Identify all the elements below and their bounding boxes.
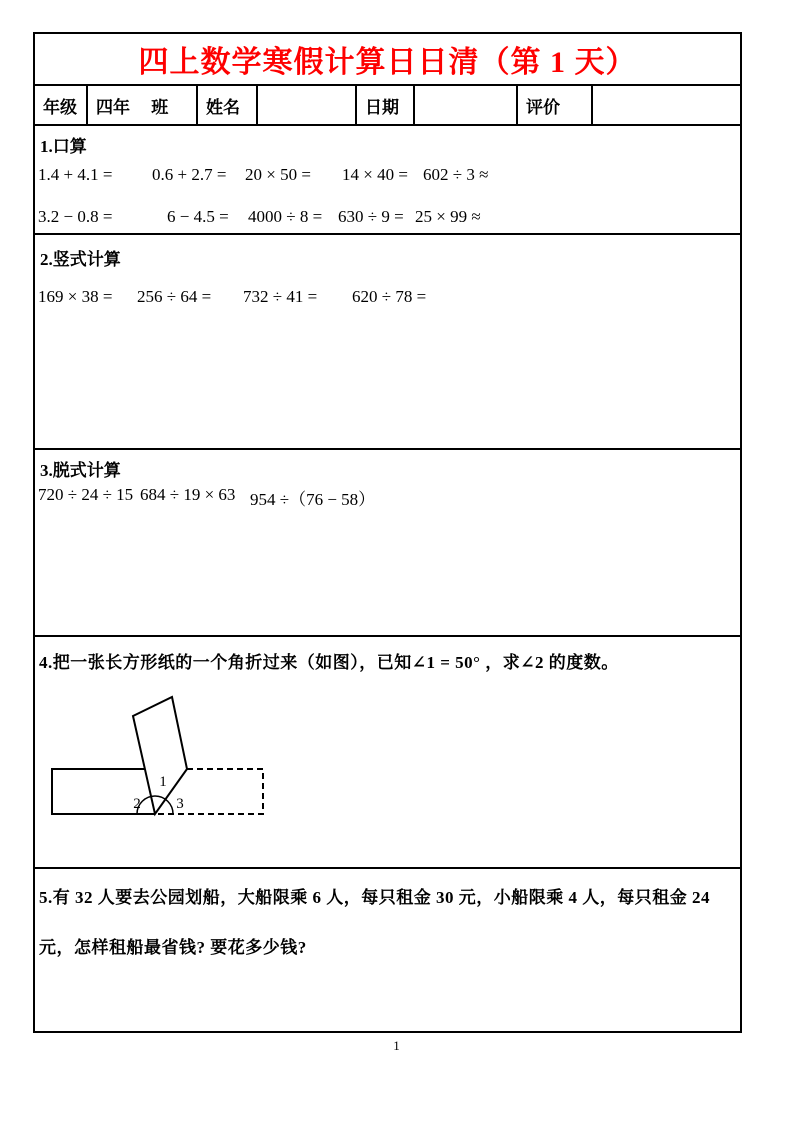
oral-expression: 0.6 + 2.7 = [152, 165, 227, 184]
oral-expression: 4000 ÷ 8 = [248, 207, 323, 226]
section-fold-problem [35, 635, 740, 867]
worksheet-table [33, 32, 742, 1033]
section-stepwise-calc [35, 448, 740, 635]
oral-expression: 1.4 + 4.1 = [38, 165, 113, 184]
vertical-expression: 256 ÷ 64 = [137, 287, 212, 306]
stepwise-expression: 954 ÷（76 − 58） [250, 490, 376, 509]
stepwise-expression: 684 ÷ 19 × 63 [140, 485, 236, 504]
rating-label-cell: 评价 [518, 86, 593, 124]
angle-label-1: 1 [159, 774, 167, 790]
name-label-cell: 姓名 [198, 86, 258, 124]
boat-problem-text: 5.有 32 人要去公园划船，大船限乘 6 人，每只租金 30 元，小船限乘 4 人，每只租金 24 元，怎样租船最省钱? 要花多少钱? [39, 888, 710, 957]
oral-expression: 6 − 4.5 = [167, 207, 229, 226]
date-blank-cell [415, 86, 518, 124]
fold-problem-text: 4.把一张长方形纸的一个角折过来（如图），已知∠1 = 50° ，求∠2 的度数。 [39, 653, 619, 672]
page-title: 四上数学寒假计算日日清（第 1 天） [138, 46, 637, 79]
section-vertical-calc [35, 233, 740, 448]
title-row [35, 34, 740, 84]
info-row [35, 84, 740, 124]
section-oral-heading: 1.口算 [40, 137, 87, 156]
angle-label-3: 3 [176, 796, 184, 812]
oral-expression: 25 × 99 ≈ [415, 207, 481, 226]
vertical-expression: 169 × 38 = [38, 287, 113, 306]
grade-label-cell: 年级 [35, 86, 88, 124]
date-label-cell: 日期 [357, 86, 415, 124]
grade-value-cell: 四年 班 [88, 86, 198, 124]
section-vertical-heading: 2.竖式计算 [40, 250, 121, 269]
name-blank-cell [258, 86, 357, 124]
oral-expression: 602 ÷ 3 ≈ [423, 165, 489, 184]
angle-label-2: 2 [133, 796, 141, 812]
section-boat-problem [35, 867, 740, 1031]
folded-paper-diagram [45, 689, 285, 824]
oral-expression: 14 × 40 = [342, 165, 408, 184]
oral-expression: 20 × 50 = [245, 165, 311, 184]
section-oral-calc [35, 124, 740, 233]
section-stepwise-heading: 3.脱式计算 [40, 461, 121, 480]
oral-expression: 3.2 − 0.8 = [38, 207, 113, 226]
oral-expression: 630 ÷ 9 = [338, 207, 404, 226]
stepwise-expression: 720 ÷ 24 ÷ 15 [38, 485, 134, 504]
vertical-expression: 620 ÷ 78 = [352, 287, 427, 306]
rating-blank-cell [593, 86, 740, 124]
page-number: 1 [393, 1038, 400, 1053]
vertical-expression: 732 ÷ 41 = [243, 287, 318, 306]
